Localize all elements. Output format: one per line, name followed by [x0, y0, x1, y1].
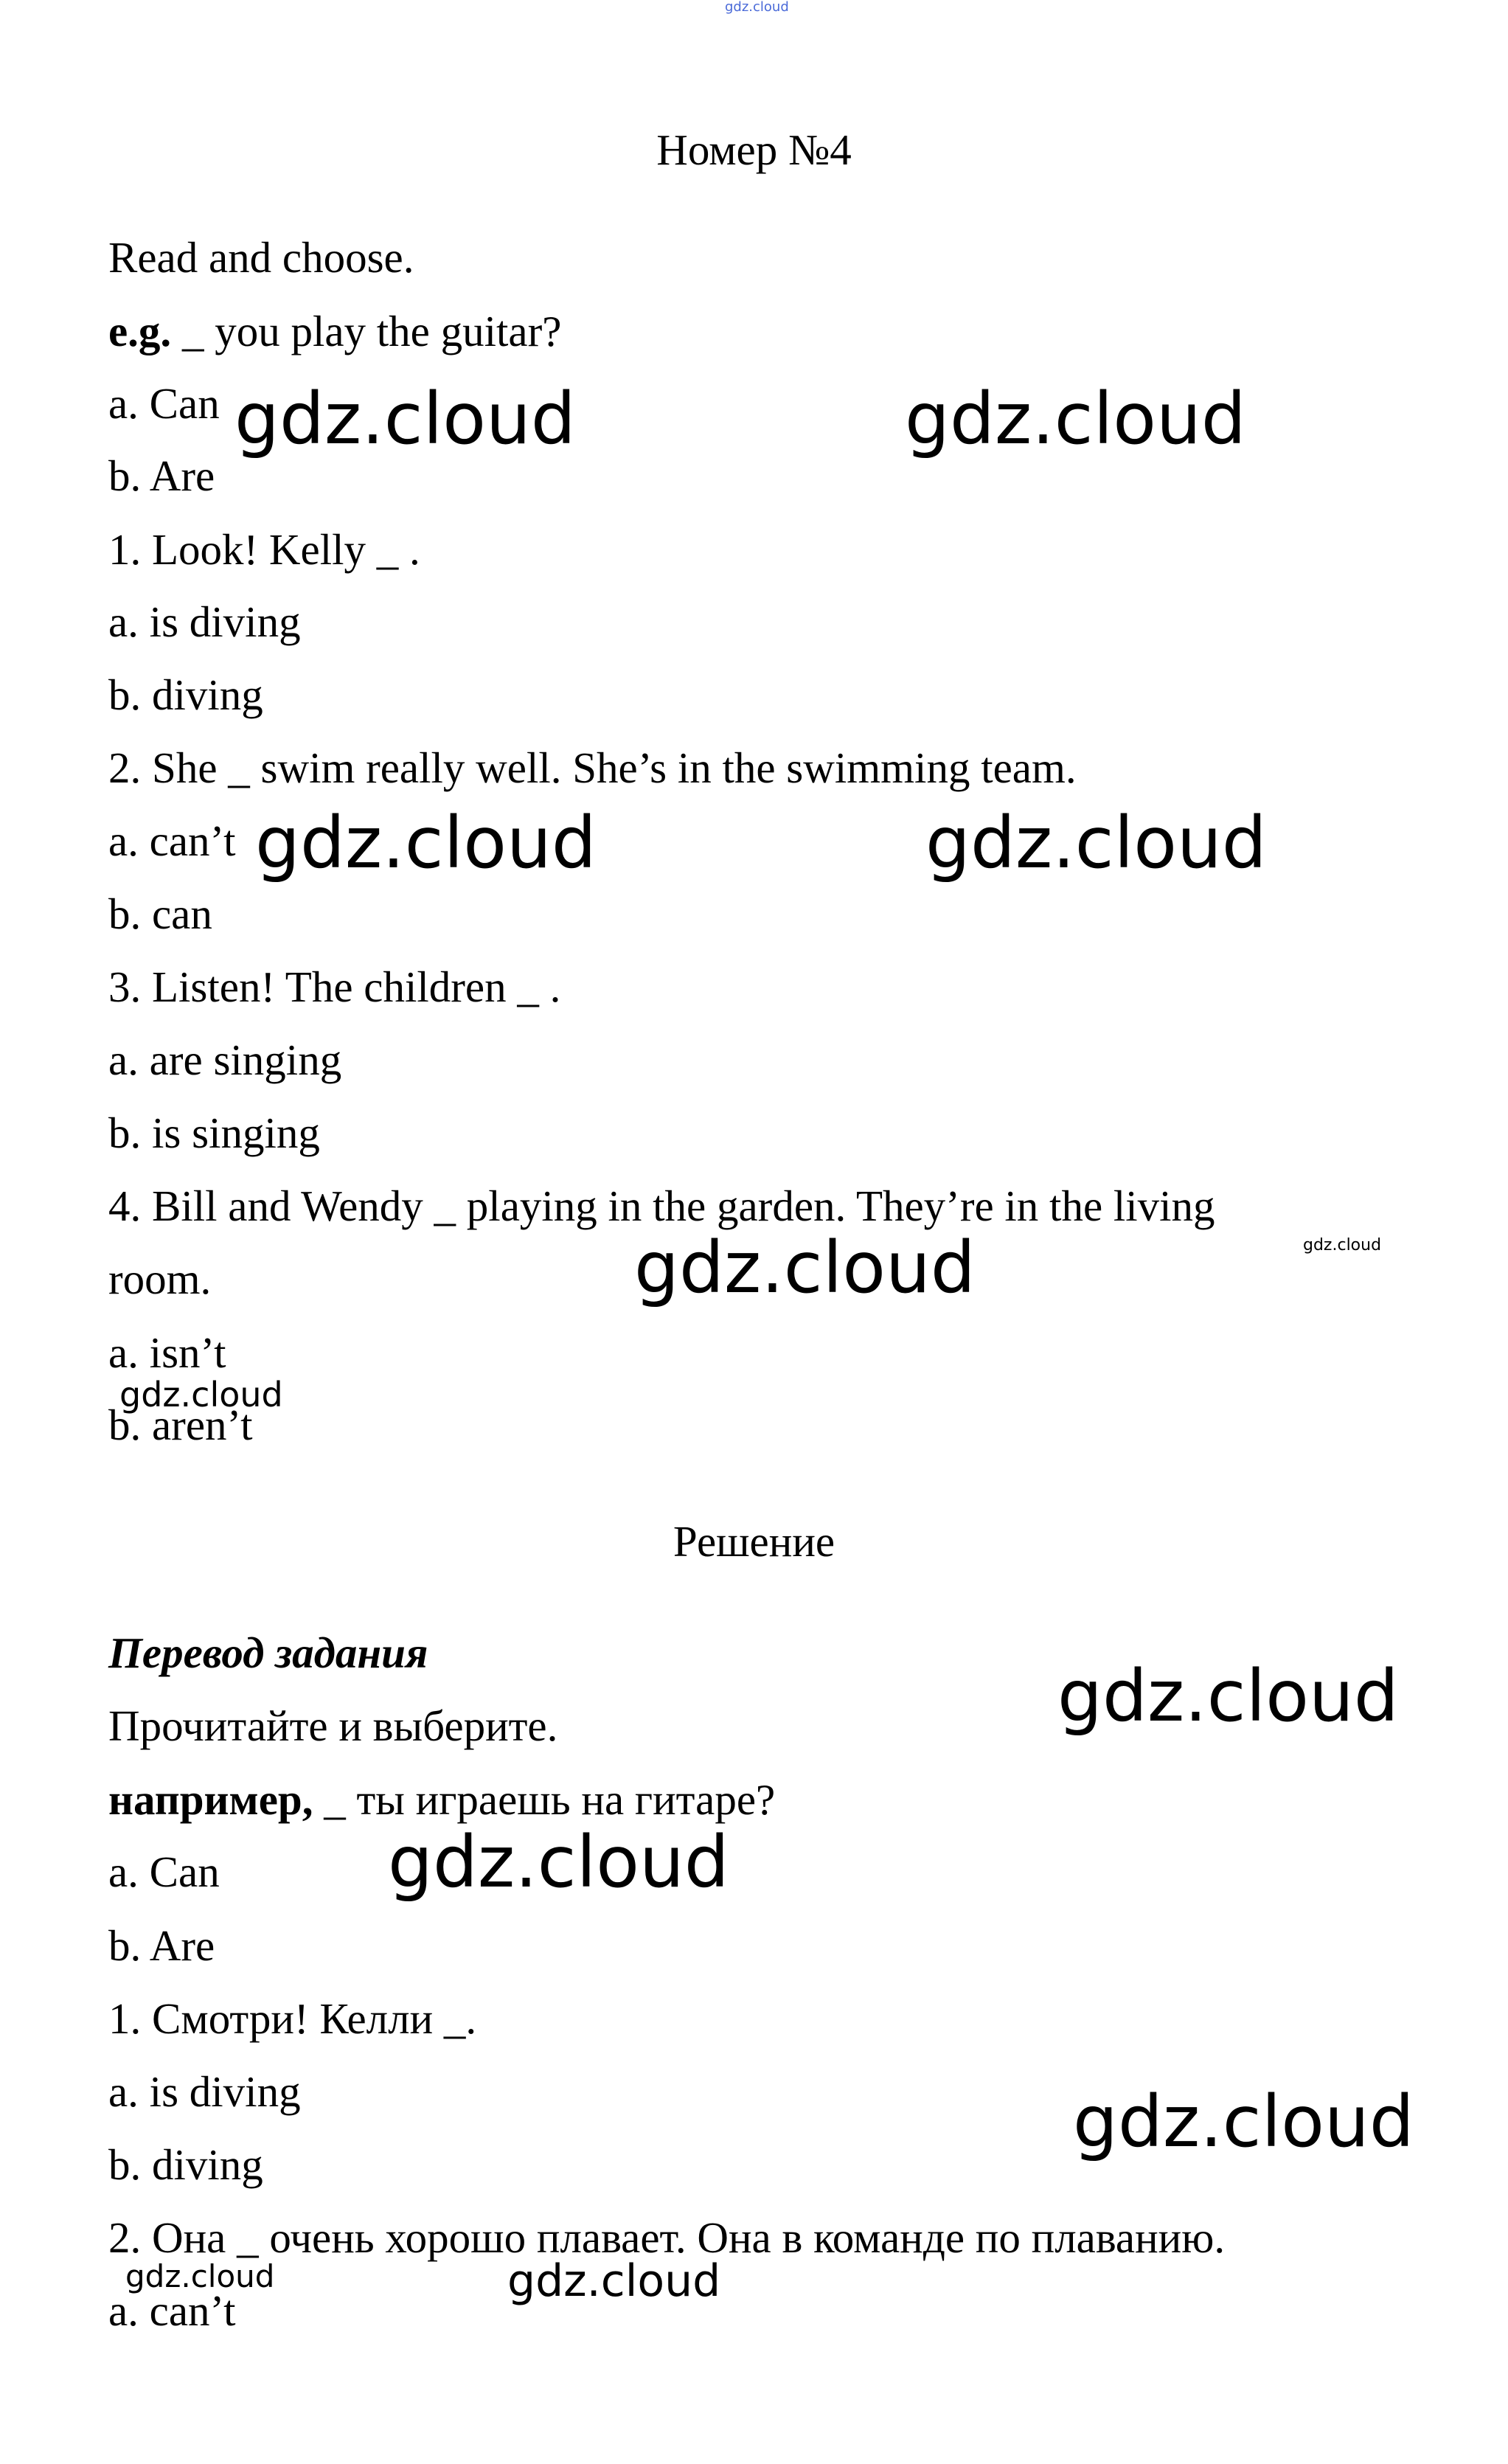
- question-3-option-b: b. is singing: [108, 1108, 320, 1157]
- translation-question-1: 1. Смотри! Келли _.: [108, 1994, 477, 2043]
- watermark: gdz.cloud: [925, 802, 1267, 884]
- question-4-option-a: a. isn’t: [108, 1328, 226, 1377]
- question-1: 1. Look! Kelly _ .: [108, 525, 420, 574]
- example-text: _ you play the guitar?: [171, 307, 562, 355]
- watermark: gdz.cloud: [905, 378, 1246, 460]
- watermark: gdz.cloud: [1057, 1655, 1399, 1738]
- watermark: gdz.cloud: [1073, 2080, 1414, 2163]
- example-option-a: a. Can: [108, 379, 220, 428]
- translation-example-label: например,: [108, 1775, 313, 1824]
- translation-question-1-option-a: a. is diving: [108, 2067, 301, 2116]
- translation-question-1-option-b: b. diving: [108, 2140, 263, 2189]
- translation-question-2-option-a: a. can’t: [108, 2286, 236, 2335]
- translation-example-option-b: b. Are: [108, 1921, 215, 1970]
- solution-heading: Решение: [673, 1517, 835, 1566]
- watermark: gdz.cloud: [725, 0, 789, 15]
- watermark: gdz.cloud: [1303, 1236, 1382, 1254]
- task-instruction: Read and choose.: [108, 233, 414, 282]
- example-label: e.g.: [108, 307, 172, 355]
- question-2-option-b: b. can: [108, 889, 212, 938]
- watermark: gdz.cloud: [634, 1226, 976, 1309]
- watermark: gdz.cloud: [388, 1821, 729, 1903]
- translation-question-2: 2. Она _ очень хорошо плавает. Она в команде по плаванию.: [108, 2213, 1226, 2262]
- question-4-line-1: 4. Bill and Wendy _ playing in the garden. They’re in the living: [108, 1181, 1215, 1230]
- watermark: gdz.cloud: [507, 2255, 721, 2307]
- watermark: gdz.cloud: [255, 802, 597, 884]
- translation-heading: Перевод задания: [108, 1628, 428, 1677]
- page-title: Номер №4: [656, 125, 852, 174]
- watermark: gdz.cloud: [119, 1375, 283, 1415]
- question-2: 2. She _ swim really well. She’s in the swimming team.: [108, 743, 1077, 792]
- question-2-option-a: a. can’t: [108, 816, 236, 865]
- translation-example-text: _ ты играешь на гитаре?: [313, 1775, 776, 1824]
- translation-example: [108, 1774, 775, 1825]
- watermark: gdz.cloud: [125, 2258, 275, 2294]
- translation-instruction: Прочитайте и выберите.: [108, 1701, 558, 1750]
- question-4-option-b: b. aren’t: [108, 1401, 253, 1449]
- watermark: gdz.cloud: [234, 378, 576, 460]
- question-1-option-b: b. diving: [108, 670, 263, 719]
- question-3-option-a: a. are singing: [108, 1035, 342, 1084]
- question-3: 3. Listen! The children _ .: [108, 962, 561, 1011]
- translation-example-option-a: a. Can: [108, 1847, 220, 1896]
- example-question: [108, 305, 561, 357]
- example-option-b: b. Are: [108, 451, 215, 500]
- question-4-line-2: room.: [108, 1254, 212, 1303]
- question-1-option-a: a. is diving: [108, 597, 301, 646]
